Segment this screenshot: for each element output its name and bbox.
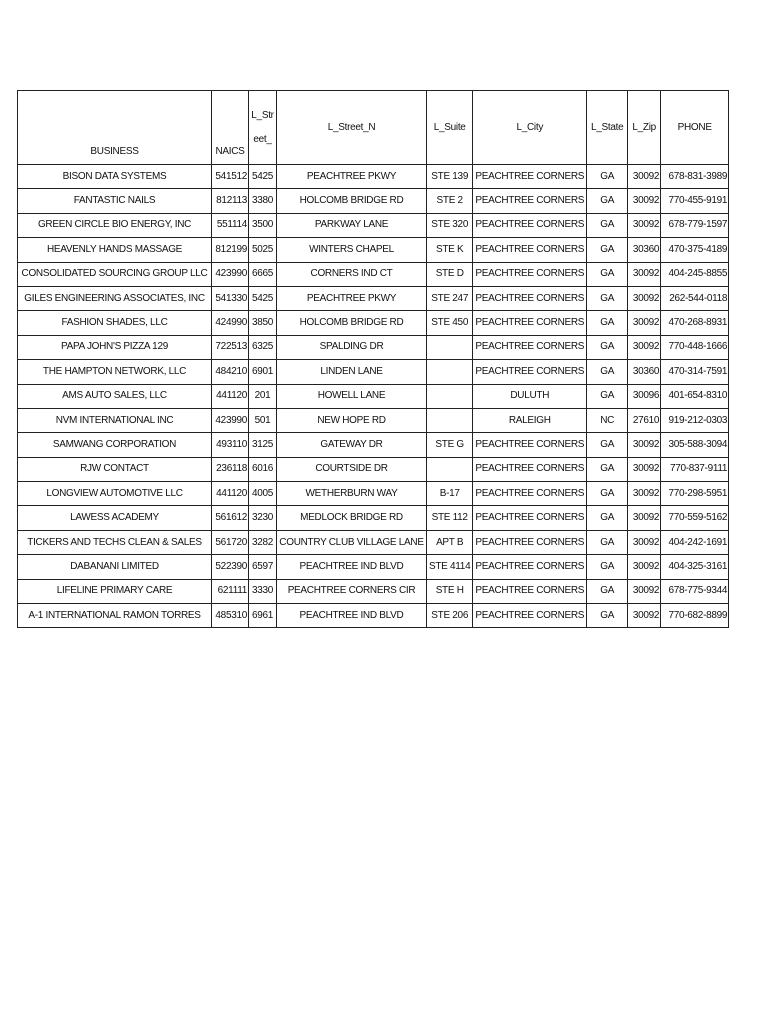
cell-business: DABANANI LIMITED <box>18 555 212 579</box>
cell-city: PEACHTREE CORNERS <box>473 482 587 506</box>
cell-street-num: 6325 <box>249 335 277 359</box>
cell-state: GA <box>587 165 628 189</box>
cell-business: A-1 INTERNATIONAL RAMON TORRES <box>18 604 212 628</box>
cell-business: NVM INTERNATIONAL INC <box>18 408 212 432</box>
cell-zip: 30092 <box>628 555 661 579</box>
cell-naics: 423990 <box>212 262 249 286</box>
table-row <box>18 165 729 189</box>
cell-zip: 30092 <box>628 482 661 506</box>
cell-phone: 678-779-1597 <box>661 213 729 237</box>
cell-street-name: COURTSIDE DR <box>277 457 427 481</box>
table-row <box>18 457 729 481</box>
cell-street-num: 6016 <box>249 457 277 481</box>
cell-suite: STE G <box>427 433 473 457</box>
cell-suite: STE 206 <box>427 604 473 628</box>
header-suite: L_Suite <box>427 91 473 165</box>
table-row <box>18 335 729 359</box>
cell-city: PEACHTREE CORNERS <box>473 238 587 262</box>
cell-city: PEACHTREE CORNERS <box>473 530 587 554</box>
cell-street-name: PEACHTREE PKWY <box>277 165 427 189</box>
cell-suite: STE 112 <box>427 506 473 530</box>
table-row <box>18 579 729 603</box>
cell-business: PAPA JOHN'S PIZZA 129 <box>18 335 212 359</box>
cell-street-num: 5425 <box>249 286 277 310</box>
business-table <box>17 90 729 628</box>
cell-phone: 770-682-8899 <box>661 604 729 628</box>
cell-business: THE HAMPTON NETWORK, LLC <box>18 360 212 384</box>
cell-state: GA <box>587 213 628 237</box>
header-phone: PHONE <box>661 91 729 165</box>
cell-street-name: PEACHTREE CORNERS CIR <box>277 579 427 603</box>
cell-suite <box>427 408 473 432</box>
table-row <box>18 530 729 554</box>
cell-naics: 493110 <box>212 433 249 457</box>
cell-state: GA <box>587 506 628 530</box>
cell-street-num: 3230 <box>249 506 277 530</box>
cell-street-num: 3125 <box>249 433 277 457</box>
header-street-name: L_Street_N <box>277 91 427 165</box>
table-row <box>18 482 729 506</box>
cell-zip: 30092 <box>628 579 661 603</box>
cell-street-name: WINTERS CHAPEL <box>277 238 427 262</box>
cell-state: GA <box>587 604 628 628</box>
cell-street-name: PARKWAY LANE <box>277 213 427 237</box>
cell-city: PEACHTREE CORNERS <box>473 579 587 603</box>
table-row <box>18 408 729 432</box>
cell-city: PEACHTREE CORNERS <box>473 311 587 335</box>
cell-phone: 404-245-8855 <box>661 262 729 286</box>
cell-suite: STE 4114 <box>427 555 473 579</box>
cell-state: GA <box>587 530 628 554</box>
cell-street-name: MEDLOCK BRIDGE RD <box>277 506 427 530</box>
cell-street-name: HOWELL LANE <box>277 384 427 408</box>
cell-zip: 30096 <box>628 384 661 408</box>
table-row <box>18 286 729 310</box>
cell-naics: 812199 <box>212 238 249 262</box>
cell-city: PEACHTREE CORNERS <box>473 506 587 530</box>
cell-suite: STE 320 <box>427 213 473 237</box>
cell-zip: 30360 <box>628 360 661 384</box>
table-row <box>18 384 729 408</box>
cell-state: GA <box>587 457 628 481</box>
cell-zip: 30092 <box>628 165 661 189</box>
cell-phone: 770-837-9111 <box>661 457 729 481</box>
cell-zip: 30092 <box>628 604 661 628</box>
cell-phone: 770-298-5951 <box>661 482 729 506</box>
cell-state: GA <box>587 238 628 262</box>
cell-zip: 30092 <box>628 262 661 286</box>
cell-suite <box>427 360 473 384</box>
cell-zip: 30092 <box>628 311 661 335</box>
cell-business: LONGVIEW AUTOMOTIVE LLC <box>18 482 212 506</box>
cell-street-name: COUNTRY CLUB VILLAGE LANE <box>277 530 427 554</box>
cell-state: GA <box>587 433 628 457</box>
cell-state: GA <box>587 384 628 408</box>
cell-zip: 30092 <box>628 457 661 481</box>
cell-city: PEACHTREE CORNERS <box>473 433 587 457</box>
cell-business: LAWESS ACADEMY <box>18 506 212 530</box>
cell-street-name: NEW HOPE RD <box>277 408 427 432</box>
table-row <box>18 506 729 530</box>
cell-street-num: 6961 <box>249 604 277 628</box>
cell-street-num: 3500 <box>249 213 277 237</box>
cell-business: SAMWANG CORPORATION <box>18 433 212 457</box>
table-row <box>18 555 729 579</box>
cell-suite: STE 2 <box>427 189 473 213</box>
cell-business: HEAVENLY HANDS MASSAGE <box>18 238 212 262</box>
cell-street-num: 501 <box>249 408 277 432</box>
cell-state: GA <box>587 579 628 603</box>
cell-phone: 404-242-1691 <box>661 530 729 554</box>
cell-suite: STE H <box>427 579 473 603</box>
cell-naics: 441120 <box>212 482 249 506</box>
table-row <box>18 189 729 213</box>
table-row <box>18 311 729 335</box>
cell-naics: 541330 <box>212 286 249 310</box>
cell-phone: 401-654-8310 <box>661 384 729 408</box>
cell-phone: 305-588-3094 <box>661 433 729 457</box>
cell-phone: 678-831-3989 <box>661 165 729 189</box>
cell-phone: 770-559-5162 <box>661 506 729 530</box>
cell-suite: STE K <box>427 238 473 262</box>
table-row <box>18 433 729 457</box>
cell-zip: 30092 <box>628 189 661 213</box>
cell-city: PEACHTREE CORNERS <box>473 165 587 189</box>
cell-zip: 30360 <box>628 238 661 262</box>
cell-suite: B-17 <box>427 482 473 506</box>
header-naics: NAICS <box>212 91 249 165</box>
cell-phone: 262-544-0118 <box>661 286 729 310</box>
cell-state: NC <box>587 408 628 432</box>
cell-naics: 236118 <box>212 457 249 481</box>
cell-naics: 485310 <box>212 604 249 628</box>
cell-zip: 27610 <box>628 408 661 432</box>
cell-suite <box>427 335 473 359</box>
cell-city: PEACHTREE CORNERS <box>473 457 587 481</box>
cell-street-num: 5025 <box>249 238 277 262</box>
cell-street-num: 3330 <box>249 579 277 603</box>
cell-phone: 678-775-9344 <box>661 579 729 603</box>
cell-street-num: 6901 <box>249 360 277 384</box>
cell-street-num: 3380 <box>249 189 277 213</box>
cell-naics: 812113 <box>212 189 249 213</box>
cell-business: GILES ENGINEERING ASSOCIATES, INC <box>18 286 212 310</box>
cell-business: FANTASTIC NAILS <box>18 189 212 213</box>
cell-street-num: 6597 <box>249 555 277 579</box>
cell-city: PEACHTREE CORNERS <box>473 555 587 579</box>
cell-business: AMS AUTO SALES, LLC <box>18 384 212 408</box>
table-row <box>18 213 729 237</box>
cell-zip: 30092 <box>628 530 661 554</box>
cell-city: PEACHTREE CORNERS <box>473 335 587 359</box>
cell-state: GA <box>587 189 628 213</box>
cell-suite: STE 247 <box>427 286 473 310</box>
cell-street-num: 3282 <box>249 530 277 554</box>
spreadsheet <box>17 90 729 628</box>
cell-city: PEACHTREE CORNERS <box>473 213 587 237</box>
table-body <box>18 165 729 628</box>
cell-city: PEACHTREE CORNERS <box>473 360 587 384</box>
cell-street-name: PEACHTREE PKWY <box>277 286 427 310</box>
cell-city: PEACHTREE CORNERS <box>473 604 587 628</box>
cell-naics: 484210 <box>212 360 249 384</box>
cell-naics: 722513 <box>212 335 249 359</box>
cell-suite <box>427 457 473 481</box>
cell-state: GA <box>587 286 628 310</box>
cell-phone: 770-448-1666 <box>661 335 729 359</box>
cell-suite: STE 450 <box>427 311 473 335</box>
header-city: L_City <box>473 91 587 165</box>
cell-zip: 30092 <box>628 433 661 457</box>
cell-street-name: GATEWAY DR <box>277 433 427 457</box>
cell-phone: 404-325-3161 <box>661 555 729 579</box>
cell-street-num: 6665 <box>249 262 277 286</box>
cell-street-name: SPALDING DR <box>277 335 427 359</box>
cell-street-name: PEACHTREE IND BLVD <box>277 604 427 628</box>
cell-state: GA <box>587 335 628 359</box>
cell-city: RALEIGH <box>473 408 587 432</box>
cell-phone: 470-375-4189 <box>661 238 729 262</box>
cell-phone: 919-212-0303 <box>661 408 729 432</box>
cell-naics: 561612 <box>212 506 249 530</box>
cell-state: GA <box>587 360 628 384</box>
cell-suite: STE D <box>427 262 473 286</box>
cell-state: GA <box>587 262 628 286</box>
cell-state: GA <box>587 555 628 579</box>
cell-naics: 522390 <box>212 555 249 579</box>
header-street-num: L_Street_ <box>249 91 277 165</box>
cell-phone: 470-314-7591 <box>661 360 729 384</box>
cell-street-num: 5425 <box>249 165 277 189</box>
cell-street-num: 3850 <box>249 311 277 335</box>
cell-city: PEACHTREE CORNERS <box>473 286 587 310</box>
cell-suite: APT B <box>427 530 473 554</box>
cell-business: LIFELINE PRIMARY CARE <box>18 579 212 603</box>
table-row <box>18 360 729 384</box>
cell-business: GREEN CIRCLE BIO ENERGY, INC <box>18 213 212 237</box>
cell-business: BISON DATA SYSTEMS <box>18 165 212 189</box>
cell-suite <box>427 384 473 408</box>
cell-business: FASHION SHADES, LLC <box>18 311 212 335</box>
cell-zip: 30092 <box>628 213 661 237</box>
cell-street-name: WETHERBURN WAY <box>277 482 427 506</box>
cell-street-name: CORNERS IND CT <box>277 262 427 286</box>
cell-state: GA <box>587 311 628 335</box>
cell-business: RJW CONTACT <box>18 457 212 481</box>
header-business: BUSINESS <box>18 91 212 165</box>
cell-state: GA <box>587 482 628 506</box>
cell-business: CONSOLIDATED SOURCING GROUP LLC <box>18 262 212 286</box>
table-row <box>18 604 729 628</box>
header-row <box>18 91 729 165</box>
cell-city: DULUTH <box>473 384 587 408</box>
cell-city: PEACHTREE CORNERS <box>473 262 587 286</box>
cell-street-num: 4005 <box>249 482 277 506</box>
header-state: L_State <box>587 91 628 165</box>
table-row <box>18 238 729 262</box>
cell-suite: STE 139 <box>427 165 473 189</box>
cell-phone: 770-455-9191 <box>661 189 729 213</box>
cell-zip: 30092 <box>628 286 661 310</box>
cell-street-name: PEACHTREE IND BLVD <box>277 555 427 579</box>
cell-zip: 30092 <box>628 335 661 359</box>
cell-city: PEACHTREE CORNERS <box>473 189 587 213</box>
cell-naics: 561720 <box>212 530 249 554</box>
cell-street-name: HOLCOMB BRIDGE RD <box>277 189 427 213</box>
cell-zip: 30092 <box>628 506 661 530</box>
cell-naics: 441120 <box>212 384 249 408</box>
cell-naics: 424990 <box>212 311 249 335</box>
cell-street-num: 201 <box>249 384 277 408</box>
cell-street-name: LINDEN LANE <box>277 360 427 384</box>
cell-naics: 621111 <box>212 579 249 603</box>
cell-phone: 470-268-8931 <box>661 311 729 335</box>
header-zip: L_Zip <box>628 91 661 165</box>
cell-naics: 551114 <box>212 213 249 237</box>
cell-naics: 423990 <box>212 408 249 432</box>
table-row <box>18 262 729 286</box>
cell-naics: 541512 <box>212 165 249 189</box>
cell-street-name: HOLCOMB BRIDGE RD <box>277 311 427 335</box>
cell-business: TICKERS AND TECHS CLEAN & SALES <box>18 530 212 554</box>
